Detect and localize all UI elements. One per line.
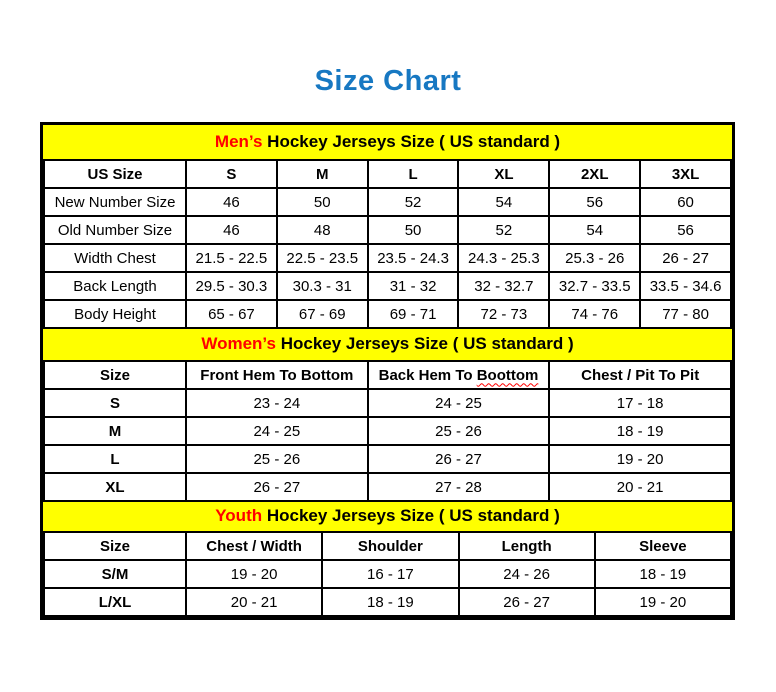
table-row: [44, 560, 731, 588]
table-cell: 24.3 - 25.3: [458, 244, 549, 272]
table-cell: 46: [186, 188, 277, 216]
column-header: L: [368, 160, 459, 188]
row-label: Width Chest: [44, 244, 186, 272]
table-cell: 23 - 24: [186, 389, 368, 417]
table-cell: 19 - 20: [595, 588, 731, 616]
row-label: L/XL: [44, 588, 186, 616]
column-header: Front Hem To Bottom: [186, 361, 368, 389]
column-header: 3XL: [640, 160, 731, 188]
column-header: Chest / Pit To Pit: [549, 361, 731, 389]
table-cell: 25 - 26: [186, 445, 368, 473]
table-cell: 56: [549, 188, 640, 216]
table-header-row: [44, 361, 731, 389]
youth-size-table: [43, 531, 732, 617]
table-cell: 19 - 20: [186, 560, 322, 588]
table-cell: 20 - 21: [549, 473, 731, 501]
table-cell: 18 - 19: [595, 560, 731, 588]
section-banner-womens: [43, 329, 732, 360]
table-cell: 31 - 32: [368, 272, 459, 300]
table-row: [44, 188, 731, 216]
table-cell: 52: [368, 188, 459, 216]
table-cell: 24 - 26: [459, 560, 595, 588]
row-label: L: [44, 445, 186, 473]
table-cell: 77 - 80: [640, 300, 731, 328]
banner-text-womens: Hockey Jerseys Size ( US standard ): [275, 334, 574, 353]
table-cell: 33.5 - 34.6: [640, 272, 731, 300]
table-header-row: [44, 160, 731, 188]
misspelled-word-squiggle: Boottom: [476, 366, 539, 384]
column-header: Sleeve: [595, 532, 731, 560]
section-banner-youth: [43, 502, 732, 531]
table-cell: 69 - 71: [368, 300, 459, 328]
table-cell: 30.3 - 31: [277, 272, 368, 300]
row-label: Body Height: [44, 300, 186, 328]
column-header: Size: [44, 361, 186, 389]
table-cell: 50: [277, 188, 368, 216]
column-header: M: [277, 160, 368, 188]
table-row: [44, 417, 731, 445]
banner-highlight-womens: Women’s: [201, 334, 276, 353]
banner-text-mens: Hockey Jerseys Size ( US standard ): [262, 132, 561, 151]
table-cell: 67 - 69: [277, 300, 368, 328]
row-label: S/M: [44, 560, 186, 588]
banner-highlight-mens: Men’s: [214, 132, 263, 151]
table-cell: 25 - 26: [368, 417, 550, 445]
row-label: S: [44, 389, 186, 417]
table-row: [44, 588, 731, 616]
womens-size-table: [43, 360, 732, 502]
table-cell: 52: [458, 216, 549, 244]
table-cell: 46: [186, 216, 277, 244]
column-header: Chest / Width: [186, 532, 322, 560]
table-cell: 24 - 25: [368, 389, 550, 417]
column-header: Size: [44, 532, 186, 560]
table-cell: 50: [368, 216, 459, 244]
column-header: XL: [458, 160, 549, 188]
header-text-prefix: Back Hem To: [378, 366, 477, 384]
table-row: [44, 445, 731, 473]
table-cell: 23.5 - 24.3: [368, 244, 459, 272]
row-label: M: [44, 417, 186, 445]
table-cell: 29.5 - 30.3: [186, 272, 277, 300]
table-cell: 19 - 20: [549, 445, 731, 473]
page-title: Size Chart: [314, 65, 462, 97]
table-row: [44, 272, 731, 300]
column-header: Shoulder: [322, 532, 458, 560]
row-label: Back Length: [44, 272, 186, 300]
table-cell: 21.5 - 22.5: [186, 244, 277, 272]
table-cell: 18 - 19: [322, 588, 458, 616]
table-cell: 54: [458, 188, 549, 216]
table-cell: 60: [640, 188, 731, 216]
row-label: XL: [44, 473, 186, 501]
size-chart-table-container: [40, 122, 735, 620]
table-row: [44, 473, 731, 501]
column-header: US Size: [44, 160, 186, 188]
table-cell: 26 - 27: [459, 588, 595, 616]
table-cell: 18 - 19: [549, 417, 731, 445]
table-cell: 26 - 27: [368, 445, 550, 473]
banner-highlight-youth: Youth: [215, 506, 263, 525]
table-cell: 48: [277, 216, 368, 244]
column-header: 2XL: [549, 160, 640, 188]
table-cell: 32 - 32.7: [458, 272, 549, 300]
table-cell: 56: [640, 216, 731, 244]
table-row: [44, 300, 731, 328]
banner-text-youth: Hockey Jerseys Size ( US standard ): [262, 506, 560, 525]
table-row: [44, 389, 731, 417]
table-cell: 24 - 25: [186, 417, 368, 445]
row-label: Old Number Size: [44, 216, 186, 244]
table-cell: 72 - 73: [458, 300, 549, 328]
column-header: [368, 361, 550, 389]
table-cell: 65 - 67: [186, 300, 277, 328]
table-cell: 27 - 28: [368, 473, 550, 501]
table-cell: 17 - 18: [549, 389, 731, 417]
table-cell: 26 - 27: [640, 244, 731, 272]
section-banner-mens: [43, 125, 732, 159]
table-cell: 32.7 - 33.5: [549, 272, 640, 300]
table-cell: 16 - 17: [322, 560, 458, 588]
table-cell: 22.5 - 23.5: [277, 244, 368, 272]
column-header: S: [186, 160, 277, 188]
table-row: [44, 244, 731, 272]
row-label: New Number Size: [44, 188, 186, 216]
table-cell: 74 - 76: [549, 300, 640, 328]
table-row: [44, 216, 731, 244]
table-cell: 26 - 27: [186, 473, 368, 501]
table-cell: 25.3 - 26: [549, 244, 640, 272]
table-cell: 20 - 21: [186, 588, 322, 616]
table-header-row: [44, 532, 731, 560]
table-cell: 54: [549, 216, 640, 244]
mens-size-table: [43, 159, 732, 329]
column-header: Length: [459, 532, 595, 560]
